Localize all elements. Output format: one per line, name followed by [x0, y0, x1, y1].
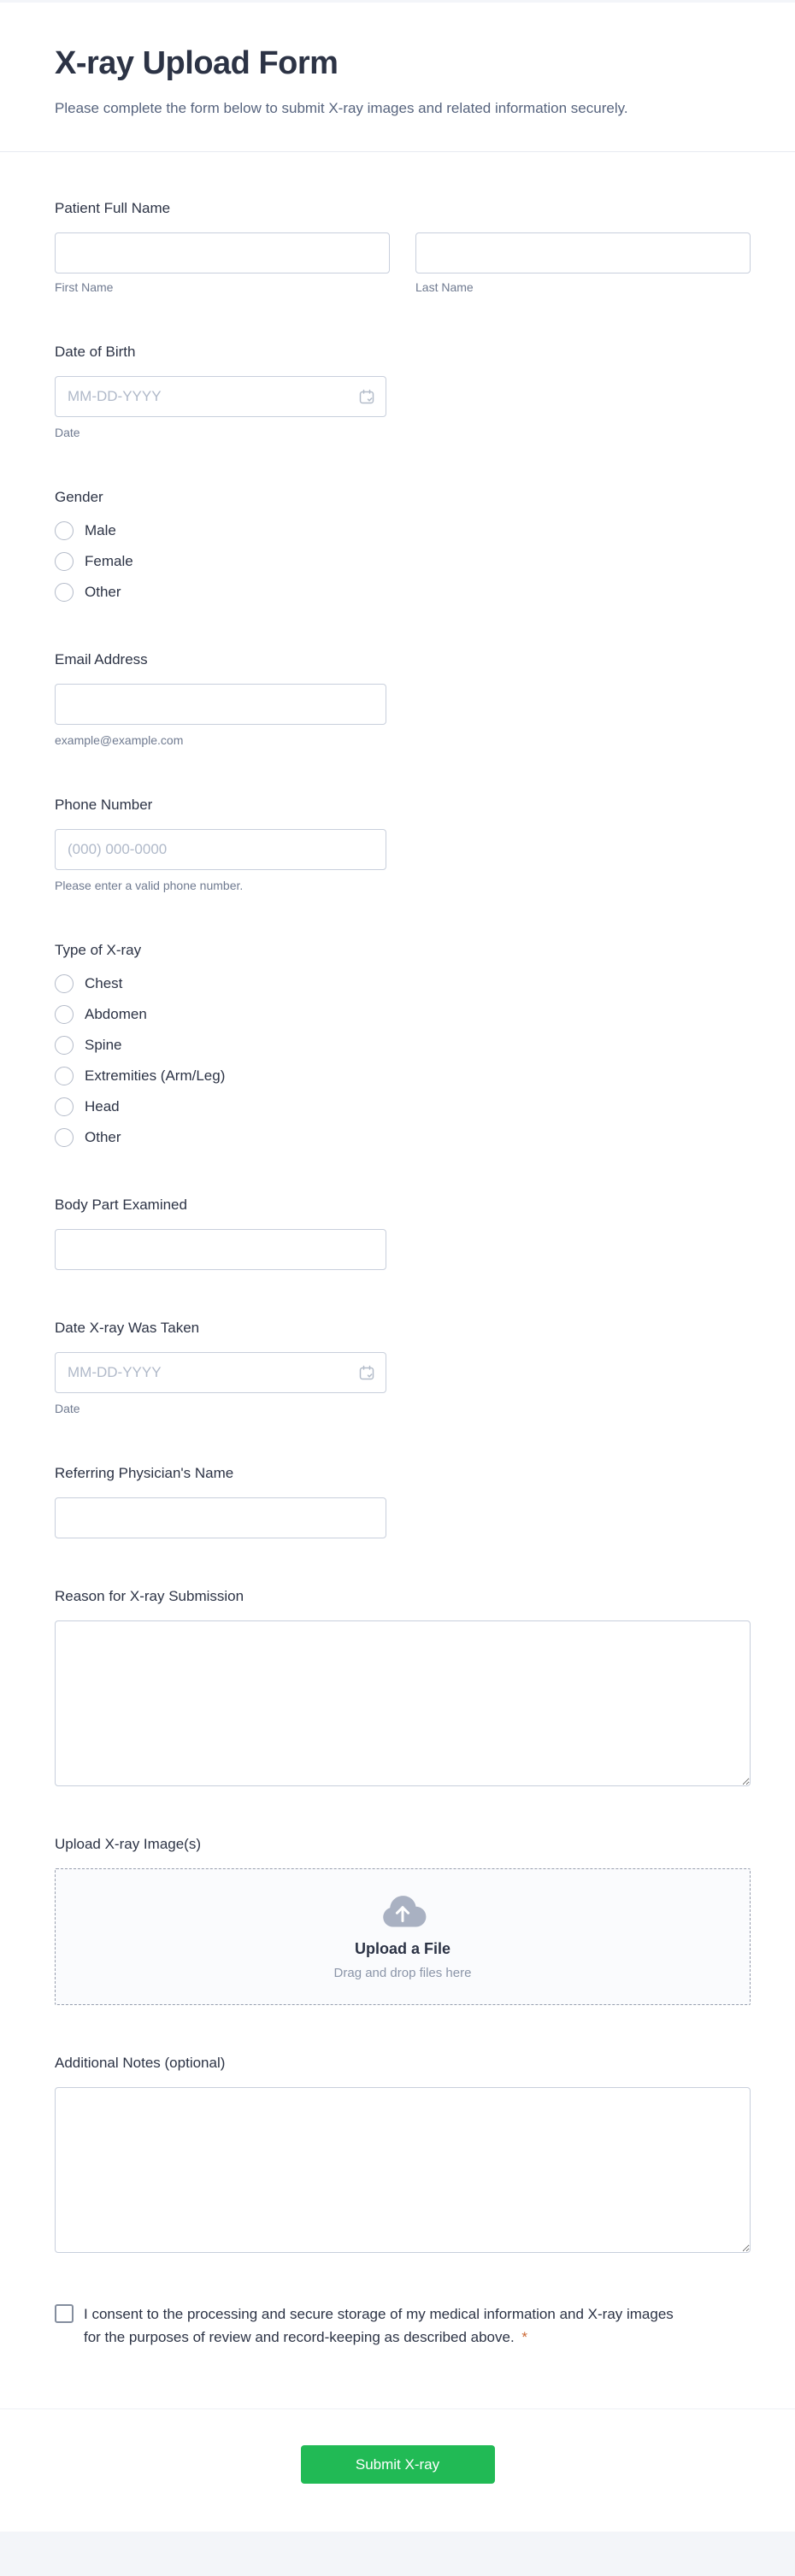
upload-label: Upload X-ray Image(s)	[55, 1836, 202, 1852]
phone-sublabel: Please enter a valid phone number.	[55, 879, 244, 892]
field-xray-date	[55, 1320, 751, 1415]
email-label: Email Address	[55, 651, 148, 668]
radio-gender-other[interactable]	[55, 583, 751, 602]
notes-textarea[interactable]	[55, 2087, 751, 2253]
body-part-label: Body Part Examined	[55, 1197, 187, 1213]
field-body-part	[55, 1197, 751, 1270]
first-name-input[interactable]	[55, 232, 390, 273]
physician-label: Referring Physician's Name	[55, 1465, 234, 1481]
field-xray-type	[55, 942, 751, 1147]
field-email	[55, 651, 751, 747]
phone-label: Phone Number	[55, 797, 153, 813]
radio-circle-icon[interactable]	[55, 583, 74, 602]
reason-label: Reason for X-ray Submission	[55, 1588, 244, 1604]
radio-gender-male[interactable]	[55, 521, 751, 540]
first-name-sublabel: First Name	[55, 280, 114, 294]
radio-xray-head[interactable]	[55, 1097, 751, 1116]
radio-option-label: Other	[85, 1129, 121, 1145]
field-consent	[55, 2303, 689, 2349]
email-input[interactable]	[55, 684, 386, 725]
field-phone	[55, 797, 751, 892]
consent-checkbox[interactable]	[55, 2304, 74, 2323]
file-dropzone[interactable]	[55, 1868, 751, 2005]
dob-sublabel: Date	[55, 426, 80, 439]
radio-option-label: Male	[85, 522, 116, 538]
radio-xray-chest[interactable]	[55, 974, 751, 993]
radio-option-label: Spine	[85, 1037, 122, 1053]
field-patient-name	[55, 200, 751, 294]
last-name-input[interactable]	[415, 232, 751, 273]
upload-button-text[interactable]: Upload a File	[354, 1939, 451, 1957]
radio-option-label: Chest	[85, 975, 123, 991]
form-footer	[0, 2408, 795, 2532]
dob-input[interactable]	[55, 376, 386, 417]
radio-circle-icon[interactable]	[55, 1036, 74, 1055]
last-name-sublabel: Last Name	[415, 280, 474, 294]
calendar-icon[interactable]	[358, 388, 375, 405]
dob-label: Date of Birth	[55, 344, 136, 360]
email-sublabel: example@example.com	[55, 733, 184, 747]
radio-circle-icon[interactable]	[55, 1005, 74, 1024]
field-notes	[55, 2055, 751, 2253]
field-upload	[55, 1836, 751, 2005]
radio-circle-icon[interactable]	[55, 1067, 74, 1085]
field-reason	[55, 1588, 751, 1786]
field-gender	[55, 489, 751, 602]
radio-option-label: Head	[85, 1098, 120, 1115]
physician-input[interactable]	[55, 1497, 386, 1538]
dob-input-wrap	[55, 376, 386, 417]
upload-hint-text: Drag and drop files here	[333, 1965, 472, 1980]
xray-date-input-wrap	[55, 1352, 386, 1393]
name-inputs-row	[55, 232, 751, 294]
form-header	[0, 3, 795, 152]
patient-name-label: Patient Full Name	[55, 200, 171, 216]
form-description: Please complete the form below to submit X-ray images and related information securely.	[55, 100, 628, 116]
xray-date-sublabel: Date	[55, 1402, 80, 1415]
radio-circle-icon[interactable]	[55, 521, 74, 540]
radio-xray-spine[interactable]	[55, 1036, 751, 1055]
radio-option-label: Extremities (Arm/Leg)	[85, 1067, 226, 1084]
radio-circle-icon[interactable]	[55, 974, 74, 993]
radio-option-label: Female	[85, 553, 133, 569]
field-date-of-birth	[55, 344, 751, 439]
calendar-icon[interactable]	[358, 1364, 375, 1381]
notes-label: Additional Notes (optional)	[55, 2055, 226, 2071]
xray-date-label: Date X-ray Was Taken	[55, 1320, 200, 1336]
body-part-input[interactable]	[55, 1229, 386, 1270]
xray-type-label: Type of X-ray	[55, 942, 142, 958]
radio-xray-other[interactable]	[55, 1128, 751, 1147]
consent-row[interactable]	[55, 2303, 689, 2349]
radio-xray-abdomen[interactable]	[55, 1005, 751, 1024]
phone-input[interactable]	[55, 829, 386, 870]
radio-xray-extremities[interactable]	[55, 1067, 751, 1085]
page-title: X-ray Upload Form	[55, 45, 339, 81]
form-body	[0, 152, 795, 2408]
reason-textarea[interactable]	[55, 1620, 751, 1786]
consent-text: I consent to the processing and secure storage of my medical information and X-ray images for the purposes of review and record-keeping as described above.	[84, 2306, 674, 2345]
gender-label: Gender	[55, 489, 103, 505]
radio-option-label: Abdomen	[85, 1006, 147, 1022]
radio-circle-icon[interactable]	[55, 1128, 74, 1147]
submit-button[interactable]: Submit X-ray	[301, 2445, 495, 2484]
field-physician	[55, 1465, 751, 1538]
radio-gender-female[interactable]	[55, 552, 751, 571]
xray-upload-form-page	[0, 3, 795, 2532]
radio-circle-icon[interactable]	[55, 1097, 74, 1116]
radio-option-label: Other	[85, 584, 121, 600]
radio-circle-icon[interactable]	[55, 552, 74, 571]
upload-cloud-icon	[378, 1894, 427, 1930]
xray-date-input[interactable]	[55, 1352, 386, 1393]
required-asterisk: *	[521, 2329, 528, 2345]
